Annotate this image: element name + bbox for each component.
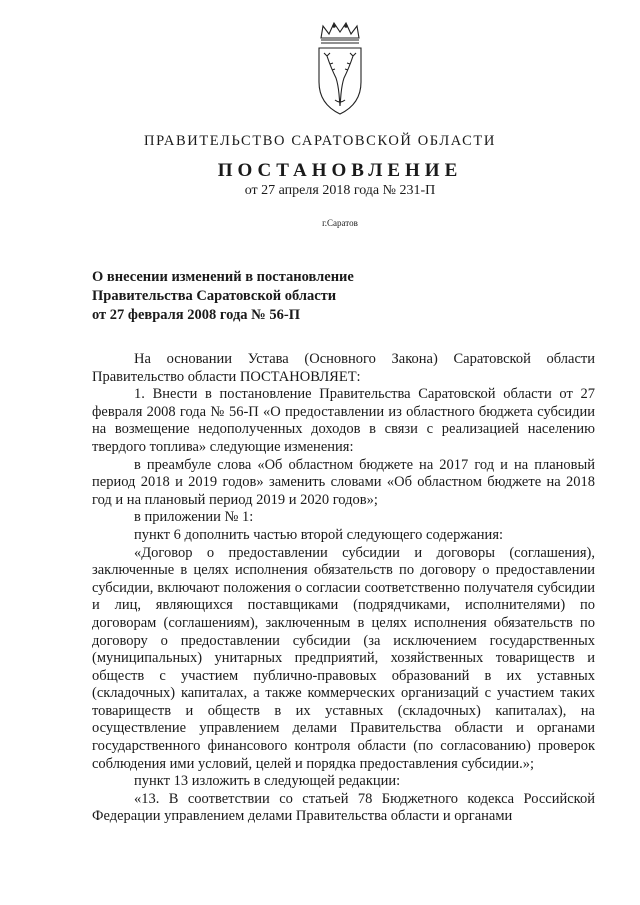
subject-line: Правительства Саратовской области — [92, 288, 337, 304]
document-body — [92, 351, 595, 826]
body-paragraph: «13. В соответствии со статьей 78 Бюджетного кодекса Российской Федерации управлением делами Правительства области и органами — [92, 790, 595, 825]
document-type-title: ПОСТАНОВЛЕНИЕ — [217, 160, 463, 181]
subject-line: О внесении изменений в постановление — [92, 269, 354, 285]
body-paragraph: На основании Устава (Основного Закона) Саратовской области Правительство области ПОСТАНОВЛЯЕТ: — [92, 351, 595, 385]
saratov-coat-of-arms-icon — [311, 20, 369, 120]
body-paragraph: пункт 6 дополнить частью второй следующего содержания: — [134, 526, 504, 543]
document-subject — [92, 268, 452, 325]
body-paragraph: 1. Внести в постановление Правительства Саратовской области от 27 февраля 2008 года № 56-П «О предоставлении из областного бюджета субсидии на возмещение недополученных доходов в связи с реализацией населению твердого топлива» следующие изменения: — [92, 386, 595, 455]
document-city: г.Саратов — [322, 218, 358, 228]
body-paragraph: в приложении № 1: — [134, 509, 254, 526]
document-date-number: от 27 апреля 2018 года № 231-П — [244, 183, 436, 198]
body-paragraph: пункт 13 изложить в следующей редакции: — [134, 773, 401, 790]
body-paragraph: «Договор о предоставлении субсидии и договоры (соглашения), заключенные в целях исполнения обязательств по договору о предоставлении субсидии, включают положения о согласии соответственно получателя субсидии и лиц, являющихся поставщиками (подрядчиками, исполнителями) по договорам (соглашениям), заключенным в целях исполнения обязательств по договору о предоставлении субсидии (за исключением государственных (муниципальных) унитарных предприятий, хозяйственных товариществ и обществ с участием публично-правовых образований в их уставных (складочных) капиталах, а также коммерческих организаций с участием таких товариществ и обществ в их уставных (складочных) капиталах), на осуществление управлением делами Правительства области и органами государственного финансового контроля области (по согласованию) проверок соблюдения ими условий, целей и порядка предоставления субсидии.»; — [92, 544, 595, 772]
government-name: ПРАВИТЕЛЬСТВО САРАТОВСКОЙ ОБЛАСТИ — [144, 133, 496, 149]
subject-line: от 27 февраля 2008 года № 56-П — [92, 307, 300, 323]
body-paragraph: в преамбуле слова «Об областном бюджете на 2017 год и на плановый период 2018 и 2019 годов» заменить словами «Об областном бюджете на 2018 год и на плановый период 2019 и 2020 годов»; — [92, 456, 595, 508]
